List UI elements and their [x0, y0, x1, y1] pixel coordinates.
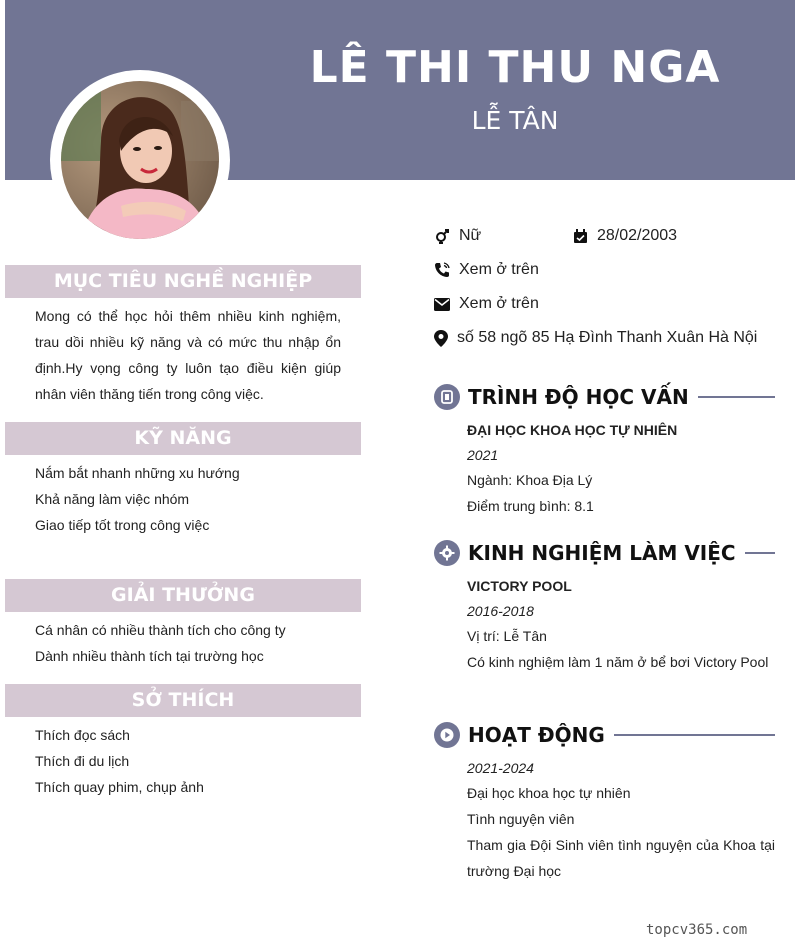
birthday-row [573, 227, 677, 245]
divider [614, 734, 775, 736]
school-name: ĐẠI HỌC KHOA HỌC TỰ NHIÊN [467, 422, 678, 438]
list-item: Thích quay phim, chụp ảnh [35, 779, 204, 795]
divider [745, 552, 775, 554]
experience-position: Vị trí: Lễ Tân [467, 628, 547, 644]
section-activities-header [434, 721, 775, 749]
activities-period: 2021-2024 [467, 760, 534, 776]
section-education-header [434, 383, 775, 411]
divider [698, 396, 775, 398]
candidate-name: LÊ THI THU NGA [309, 42, 721, 93]
job-title: LỄ TÂN [471, 106, 559, 135]
avatar [61, 81, 219, 239]
hobbies-list [35, 722, 341, 800]
section-experience-header [434, 539, 775, 567]
email-row [434, 295, 539, 313]
education-year: 2021 [467, 447, 499, 463]
skills-list [35, 460, 341, 538]
phone-value: Xem ở trên [459, 261, 539, 278]
section-education-title: TRÌNH ĐỘ HỌC VẤN [468, 385, 689, 409]
section-awards-title: GIẢI THƯỞNG [5, 579, 361, 612]
experience-period: 2016-2018 [467, 603, 534, 619]
awards-list [35, 617, 341, 669]
gender-icon [434, 228, 450, 244]
list-item: Tình nguyện viên [467, 811, 575, 827]
list-item: Dành nhiều thành tích tại trường học [35, 648, 264, 664]
list-item: Nắm bắt nhanh những xu hướng [35, 465, 240, 481]
email-value: Xem ở trên [459, 295, 539, 312]
company-name: VICTORY POOL [467, 578, 572, 594]
graduation-cap-icon [434, 384, 460, 410]
gender-row [434, 227, 481, 245]
section-experience-title: KINH NGHIỆM LÀM VIỆC [468, 541, 736, 565]
gear-icon [434, 540, 460, 566]
education-major: Ngành: Khoa Địa Lý [467, 472, 593, 488]
address-value: số 58 ngõ 85 Hạ Đình Thanh Xuân Hà Nội [457, 329, 758, 346]
birthday-value: 28/02/2003 [597, 227, 678, 244]
section-hobbies-title: SỞ THÍCH [5, 684, 361, 717]
envelope-icon [434, 298, 450, 311]
activities-detail: Tham gia Đội Sinh viên tình nguyện của Khoa tại trường Đại học [467, 837, 775, 879]
experience-description: Có kinh nghiệm làm 1 năm ở bể bơi Victory Pool [467, 654, 769, 670]
activities-body [467, 756, 775, 884]
objective-body [35, 303, 341, 407]
education-body [467, 417, 775, 519]
list-item: Thích đi du lịch [35, 753, 130, 769]
list-item: Khả năng làm việc nhóm [35, 491, 190, 507]
section-skills-title: KỸ NĂNG [5, 422, 361, 455]
objective-text: Mong có thể học hỏi thêm nhiều kinh nghiệm, trau dồi nhiều kỹ năng và có mức thu nhập ổn định.Hy vọng công ty luôn tạo điều kiện giúp nhân viên thăng tiến trong công việc. [35, 308, 341, 402]
phone-row [434, 261, 539, 279]
education-gpa: Điểm trung bình: 8.1 [467, 498, 594, 514]
list-item: Giao tiếp tốt trong công việc [35, 517, 210, 533]
calendar-icon [573, 229, 588, 244]
map-pin-icon [434, 330, 448, 347]
list-item: Cá nhân có nhiều thành tích cho công ty [35, 622, 286, 638]
section-objective-title: MỤC TIÊU NGHỀ NGHIỆP [5, 265, 361, 298]
play-icon [434, 722, 460, 748]
gender-value: Nữ [459, 227, 482, 244]
list-item: Đại học khoa học tự nhiên [467, 785, 631, 801]
phone-icon [434, 262, 450, 278]
experience-body [467, 573, 775, 675]
watermark: topcv365.com [646, 922, 748, 938]
list-item: Thích đọc sách [35, 727, 130, 743]
section-activities-title: HOẠT ĐỘNG [468, 723, 605, 747]
address-row [434, 329, 757, 347]
